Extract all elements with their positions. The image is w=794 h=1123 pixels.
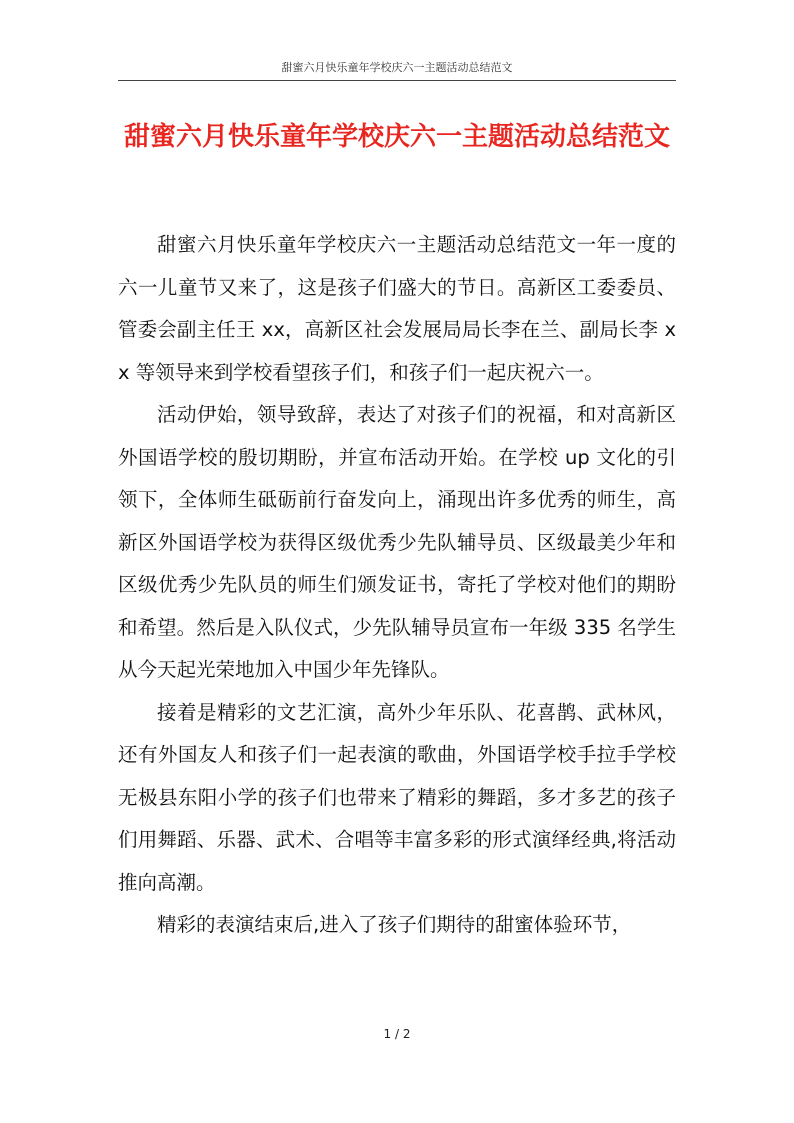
document-body (118, 224, 676, 947)
paragraph-1: 甜蜜六月快乐童年学校庆六一主题活动总结范文一年一度的六一儿童节又来了，这是孩子们盛大的节日。高新区工委委员、管委会副主任王 xx，高新区社会发展局局长李在兰、副局长李 xx 等领导来到学校看望孩子们，和孩子们一起庆祝六一。 (118, 233, 676, 384)
paragraph-4: 精彩的表演结束后,进入了孩子们期待的甜蜜体验环节， (157, 913, 632, 936)
header-divider (118, 80, 676, 81)
paragraph-3: 接着是精彩的文艺汇演，高外少年乐队、花喜鹊、武林风，还有外国友人和孩子们一起表演的歌曲，外国语学校手拉手学校无极县东阳小学的孩子们也带来了精彩的舞蹈，多才多艺的孩子们用舞蹈、乐器、武术、合唱等丰富多彩的形式演绎经典,将活动推向高潮。 (118, 700, 676, 894)
paragraph-2: 活动伊始，领导致辞，表达了对孩子们的祝福，和对高新区外国语学校的殷切期盼，并宣布活动开始。在学校 up 文化的引领下，全体师生砥砺前行奋发向上，涌现出许多优秀的师生，高新区外国语学校为获得区级优秀少先队辅导员、区级最美少年和区级优秀少先队员的师生们颁发证书，寄托了学校对他们的期盼和希望。然后是入队仪式，少先队辅导员宣布一年级 335 名学生从今天起光荣地加入中国少年先锋队。 (118, 403, 676, 681)
document-title: 甜蜜六月快乐童年学校庆六一主题活动总结范文 (123, 122, 670, 152)
page-number: 1 / 2 (383, 1027, 411, 1041)
running-header: 甜蜜六月快乐童年学校庆六一主题活动总结范文 (281, 61, 513, 74)
